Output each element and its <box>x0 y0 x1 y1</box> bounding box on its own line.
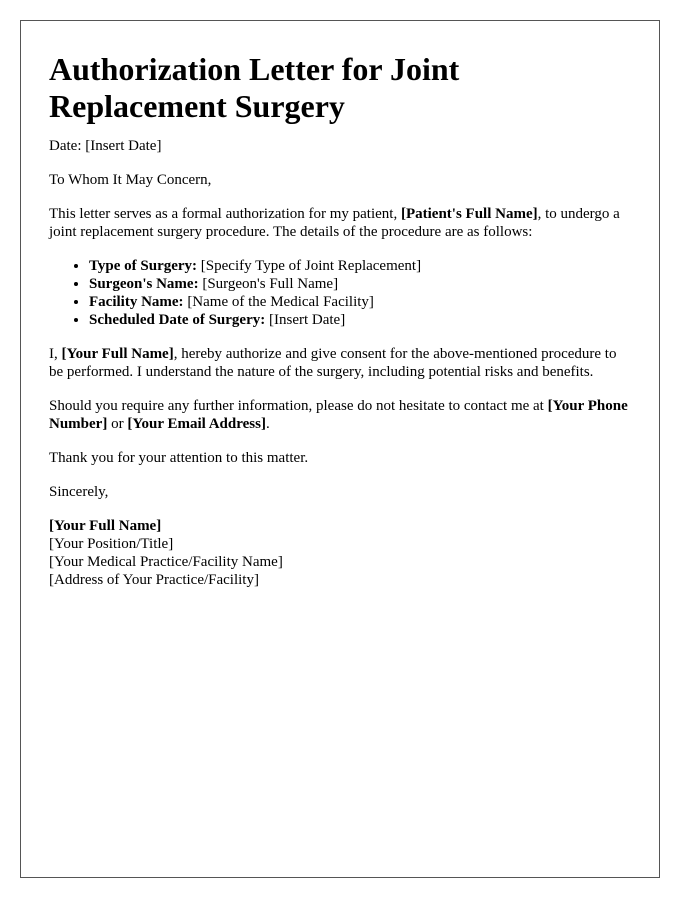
detail-value: [Insert Date] <box>265 312 346 328</box>
detail-value: [Surgeon's Full Name] <box>198 276 339 292</box>
email-placeholder: [Your Email Address] <box>127 416 266 432</box>
intro-paragraph <box>49 205 631 241</box>
your-name-placeholder: [Your Full Name] <box>61 346 174 362</box>
procedure-details-list <box>49 257 631 329</box>
detail-scheduled-date <box>89 311 631 329</box>
consent-paragraph <box>49 345 631 381</box>
patient-name-placeholder: [Patient's Full Name] <box>400 206 538 222</box>
closing-line: Sincerely, <box>49 484 109 500</box>
signature-position: [Your Position/Title] <box>49 536 174 552</box>
contact-text-after: . <box>265 416 270 432</box>
date-line: Date: [Insert Date] <box>49 138 162 154</box>
consent-text-after: , hereby authorize and give consent for the above-mentioned procedure to be performed. I understand the nature of the surgery, including potential risks and benefits. <box>49 346 617 380</box>
signature-practice: [Your Medical Practice/Facility Name] <box>49 554 283 570</box>
detail-label: Facility Name: <box>89 294 184 310</box>
thanks-line: Thank you for your attention to this matter. <box>49 450 309 466</box>
consent-text-before: I, <box>49 346 62 362</box>
letter-page <box>20 20 660 878</box>
phone-placeholder: [Your Phone Number] <box>49 398 628 432</box>
detail-value: [Name of the Medical Facility] <box>183 294 374 310</box>
letter-title: Authorization Letter for Joint Replacement Surgery <box>49 51 460 124</box>
signature-address: [Address of Your Practice/Facility] <box>49 572 259 588</box>
contact-text-before: Should you require any further information, please do not hesitate to contact me at <box>49 398 548 414</box>
contact-paragraph <box>49 397 631 433</box>
signature-block <box>49 517 631 589</box>
detail-value: [Specify Type of Joint Replacement] <box>197 258 422 274</box>
detail-label: Type of Surgery: <box>89 258 198 274</box>
salutation: To Whom It May Concern, <box>49 172 212 188</box>
intro-text-after: , to undergo a joint replacement surgery procedure. The details of the procedure are as follows: <box>49 206 620 240</box>
detail-type-of-surgery <box>89 257 631 275</box>
detail-label: Scheduled Date of Surgery: <box>89 312 266 328</box>
detail-surgeon-name <box>89 275 631 293</box>
detail-facility-name <box>89 293 631 311</box>
detail-label: Surgeon's Name: <box>89 276 199 292</box>
contact-text-middle: or <box>107 416 128 432</box>
signature-name: [Your Full Name] <box>49 518 162 534</box>
intro-text-before: This letter serves as a formal authorization for my patient, <box>49 206 401 222</box>
